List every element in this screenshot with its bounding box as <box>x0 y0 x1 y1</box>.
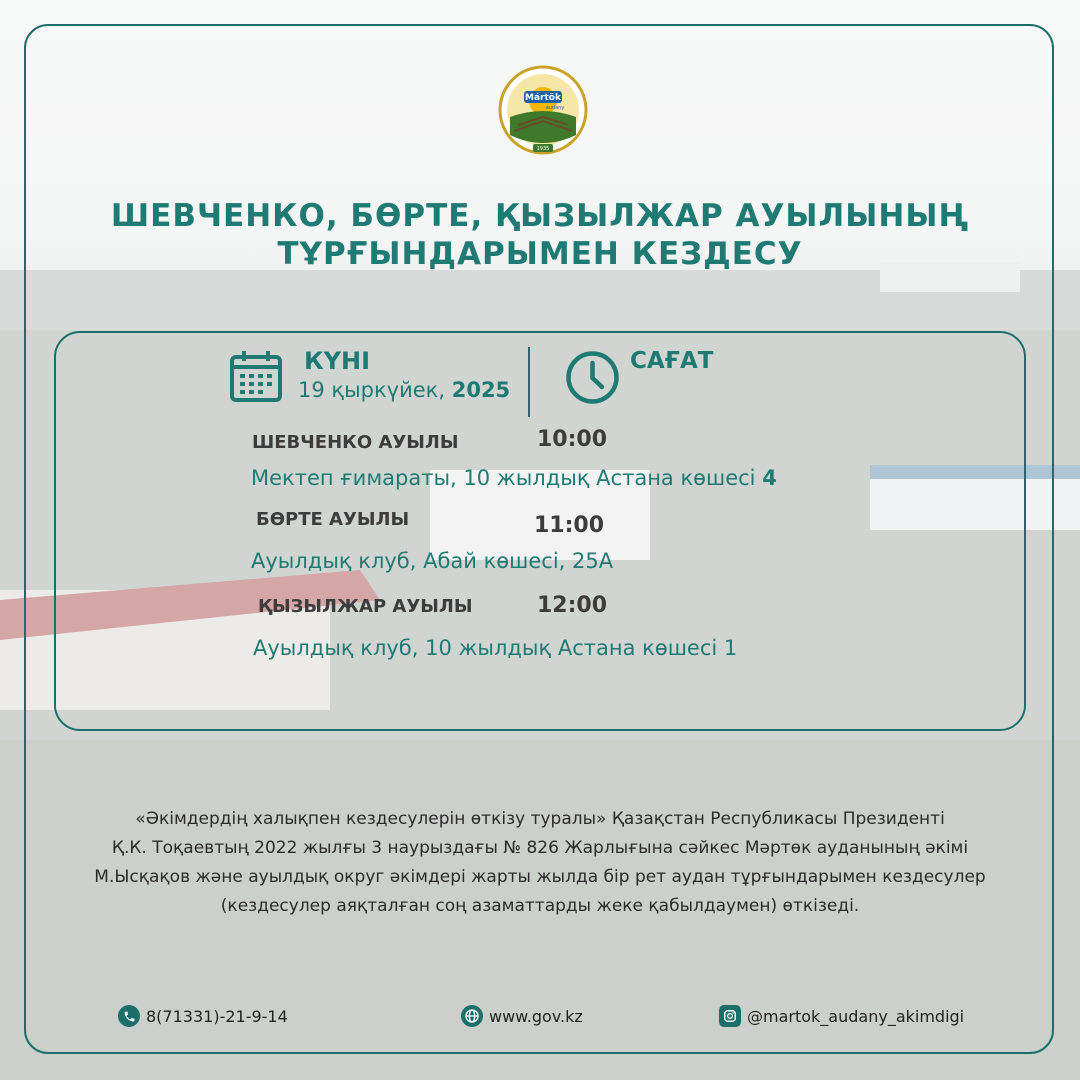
website-link[interactable]: www.gov.kz <box>489 1006 583 1026</box>
logo-text: Mártök <box>525 93 561 103</box>
village-time-borte: 11:00 <box>534 513 605 538</box>
village-name-kyzylzhar: ҚЫЗЫЛЖАР АУЫЛЫ <box>258 596 473 617</box>
village-name-borte: БӨРТЕ АУЫЛЫ <box>256 509 410 530</box>
district-logo <box>498 65 588 155</box>
event-date-year: 2025 <box>451 378 511 402</box>
event-date-text: 19 қыркүйек, <box>298 378 452 402</box>
event-date <box>298 378 510 402</box>
website-contact[interactable] <box>461 1005 583 1027</box>
village-time-kyzylzhar: 12:00 <box>537 593 608 618</box>
village-address-shevchenko <box>251 466 777 490</box>
village-name-shevchenko: ШЕВЧЕНКО АУЫЛЫ <box>252 432 459 453</box>
globe-icon <box>461 1005 483 1027</box>
instagram-contact[interactable] <box>719 1005 964 1027</box>
instagram-handle[interactable]: @martok_audany_akimdigi <box>747 1006 965 1026</box>
clock-icon <box>565 350 620 405</box>
phone-contact <box>118 1005 288 1027</box>
decree-note-line-3: М.Ысқақов және ауылдық округ әкімдері жарты жылда бір рет аудан тұрғындарымен кездесулер <box>94 867 986 887</box>
village-address-borte: Ауылдық клуб, Абай көшесі, 25А <box>251 549 614 573</box>
page-title-line-1: ШЕВЧЕНКО, БӨРТЕ, ҚЫЗЫЛЖАР АУЫЛЫНЫҢ <box>110 198 970 234</box>
phone-number: 8(71331)-21-9-14 <box>146 1006 288 1026</box>
header-divider <box>528 347 530 417</box>
decree-note-line-1: «Әкімдердің халықпен кездесулерін өткізу туралы» Қазақстан Республикасы Президенті <box>135 809 945 829</box>
logo-subtext: audany <box>545 105 565 111</box>
address-number: 4 <box>762 466 777 490</box>
decree-note-line-4: (кездесулер аяқталған соң азаматтарды жеке қабылдаумен) өткізеді. <box>220 896 860 916</box>
decree-note-line-2: Қ.К. Тоқаевтың 2022 жылғы 3 наурыздағы № 826 Жарлығына сәйкес Мәртөк ауданының әкімі <box>111 838 969 858</box>
address-text: Мектеп ғимараты, 10 жылдық Астана көшесі <box>251 466 763 490</box>
time-label: САҒАТ <box>630 348 714 374</box>
page-title-line-2: ТҰРҒЫНДАРЫМЕН КЕЗДЕСУ <box>277 236 803 272</box>
village-time-shevchenko: 10:00 <box>537 427 608 452</box>
logo-year: 1935 <box>536 146 550 152</box>
date-label: КҮНІ <box>304 347 371 375</box>
phone-icon <box>118 1005 140 1027</box>
calendar-icon <box>229 349 283 403</box>
village-address-kyzylzhar: Ауылдық клуб, 10 жылдық Астана көшесі 1 <box>253 636 738 660</box>
instagram-icon <box>719 1005 741 1027</box>
